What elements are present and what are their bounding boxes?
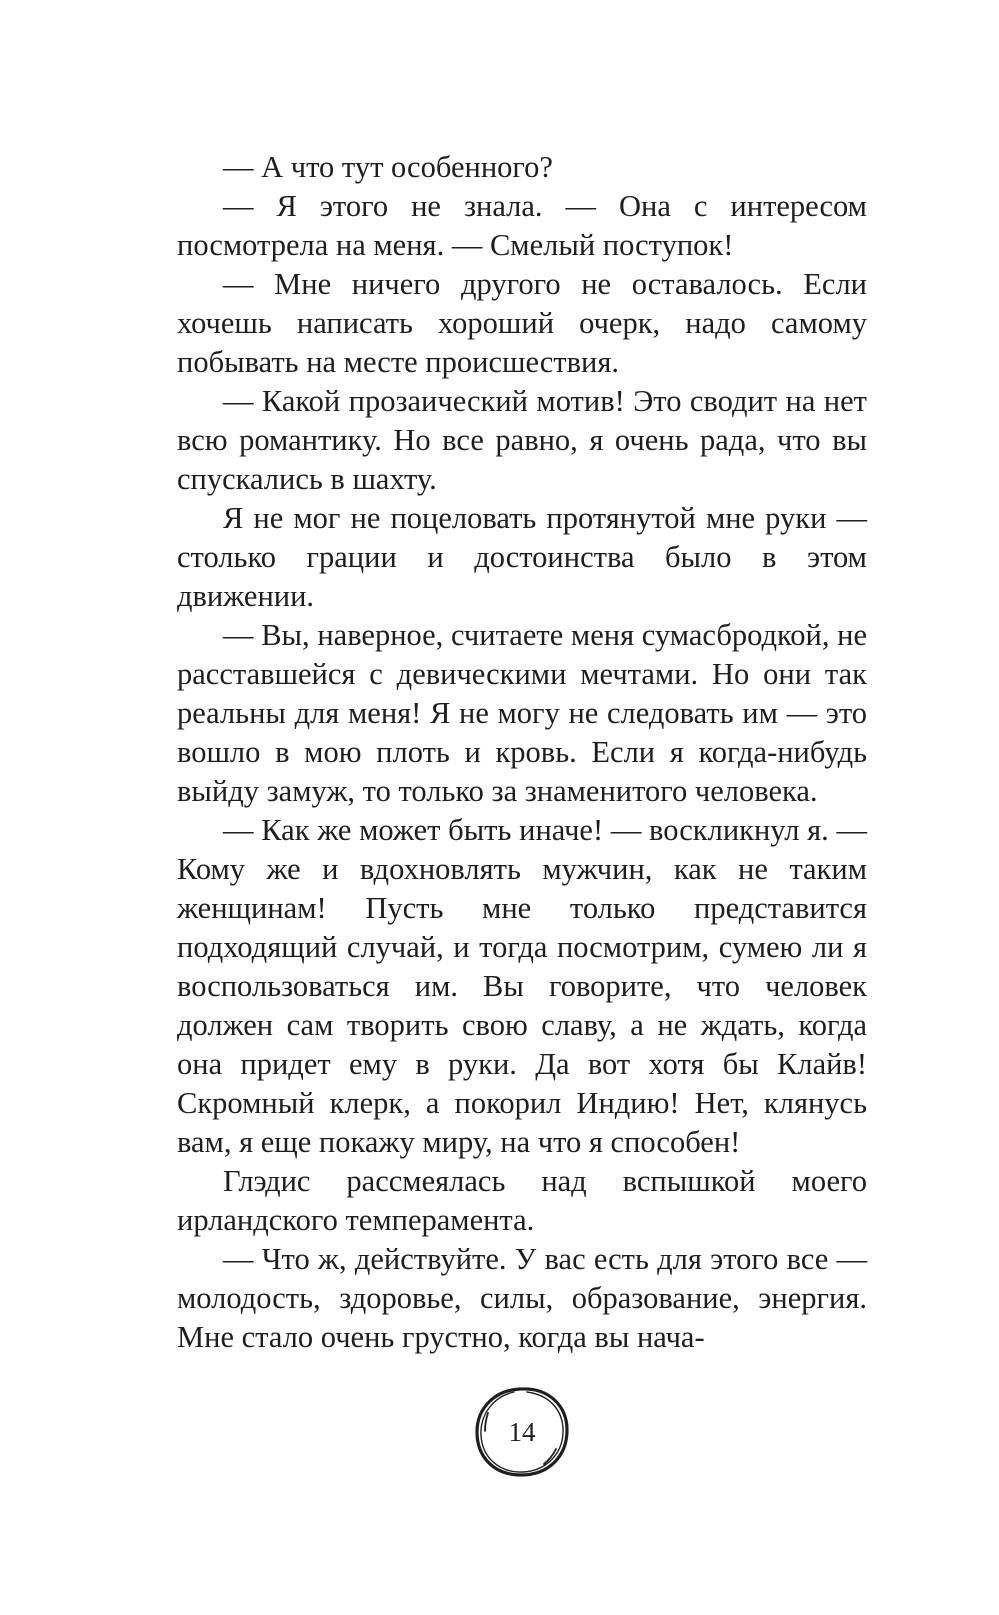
paragraph: Глэдис рассмеялась над вспышкой моего ирландского темперамента. [177, 1164, 867, 1237]
paragraph: — Как же может быть иначе! — воскликнул я. — Кому же и вдохновлять мужчин, как не таким женщинам! Пусть мне только представится подходящий случай, и тогда посмотрим, сумею ли я воспользоваться им. Вы говорите, что человек должен сам творить свою славу, а не ждать, когда она придет ему в руки. Да вот хотя бы Клайв! Скромный клерк, а покорил Индию! Нет, клянусь вам, я еще покажу миру, на что я способен! [177, 813, 867, 1159]
page-number-badge [470, 1383, 574, 1481]
page-number: 14 [508, 1417, 536, 1447]
paragraph: — Я этого не знала. — Она с интересом посмотрела на меня. — Смелый поступок! [177, 189, 867, 262]
paragraph: — Мне ничего другого не оставалось. Если хочешь написать хороший очерк, надо самому побывать на месте происшествия. [177, 267, 867, 379]
page-body-text [177, 148, 867, 1357]
paragraph: Я не мог не поцеловать протянутой мне руки — столько грации и достоинства было в этом движении. [177, 501, 867, 613]
paragraph: — Какой прозаический мотив! Это сводит на нет всю романтику. Но все равно, я очень рада, что вы спускались в шахту. [177, 384, 867, 496]
paragraph: — Вы, наверное, считаете меня сумасбродкой, не расставшейся с девическими мечтами. Но они так реальны для меня! Я не могу не следовать им — это вошло в мою плоть и кровь. Если я когда-нибудь выйду замуж, то только за знаменитого человека. [177, 618, 867, 808]
paragraph: — Что ж, действуйте. У вас есть для этого все — молодость, здоровье, силы, образование, энергия. Мне стало очень грустно, когда вы нача- [177, 1242, 867, 1354]
paragraph: — А что тут особенного? [223, 150, 553, 184]
